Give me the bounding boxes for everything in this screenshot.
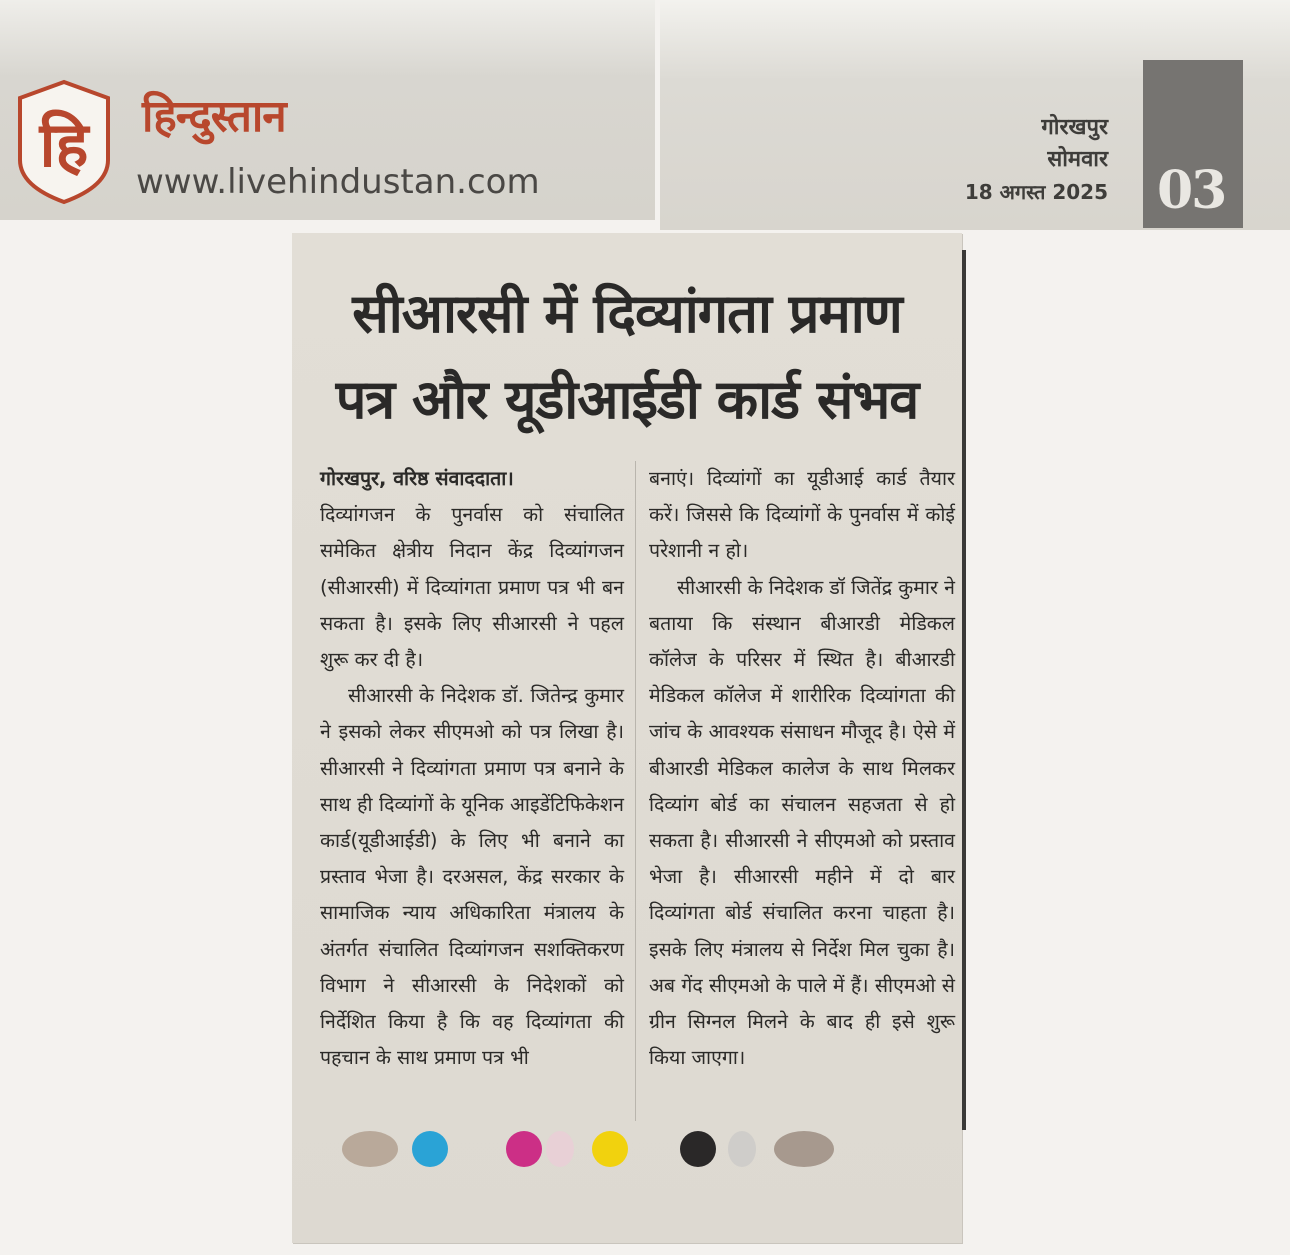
registration-mark-yellow [592, 1131, 628, 1167]
news-clipping [292, 233, 962, 1243]
paragraph-3: बनाएं। दिव्यांगों का यूडीआई कार्ड तैयार करें। जिससे कि दिव्यांगों के पुनर्वास में कोई परेशानी न हो। [649, 467, 955, 563]
masthead-left-strip [0, 0, 655, 220]
headline [292, 271, 962, 443]
registration-mark-black [680, 1131, 716, 1167]
edition-city: गोरखपुर [1041, 115, 1108, 140]
paragraph-2: सीआरसी के निदेशक डॉ. जितेन्द्र कुमार ने इसको लेकर सीएमओ को पत्र लिखा है। सीआरसी ने दिव्यांगता प्रमाण पत्र बनाने के साथ ही दिव्यांगों के यूनिक आइडेंटिफिकेशन कार्ड(यूडीआईडी) के लिए भी बनाने का प्रस्ताव भेजा है। दरअसल, केंद्र सरकार के सामाजिक न्याय अधिकारिता मंत्रालय के अंतर्गत संचालित दिव्यांगजन सशक्तिकरण विभाग ने सीआरसी के निदेशकों को निर्देशित किया है कि वह दिव्यांगता की पहचान के साथ प्रमाण पत्र भी [320, 684, 624, 1070]
byline: गोरखपुर, वरिष्ठ संवाददाता। [320, 467, 514, 490]
issue-date: 18 अगस्त 2025 [964, 180, 1108, 204]
hindustan-logo-badge [14, 78, 114, 206]
logo-letter: हि [39, 108, 89, 181]
page-number: 03 [1157, 160, 1226, 221]
article-column-left [320, 461, 624, 1076]
registration-mark-pale-pink [546, 1131, 574, 1167]
paragraph-4: सीआरसी के निदेशक डॉ जितेंद्र कुमार ने बताया कि संस्थान बीआरडी मेडिकल कॉलेज के परिसर में स्थित है। बीआरडी मेडिकल कॉलेज में शारीरिक दिव्यांगता की जांच के आवश्यक संसाधन मौजूद है। ऐसे में बीआरडी मेडिकल कालेज के साथ मिलकर दिव्यांग बोर्ड का संचालन सहजता से हो सकता है। सीआरसी ने सीएमओ को प्रस्ताव भेजा है। सीआरसी महीने में दो बार दिव्यांगता बोर्ड संचालित करना चाहता है। इसके लिए मंत्रालय से निर्देश मिल चुका है। अब गेंद सीएमओ के पाले में हैं। सीएमओ से ग्रीन सिग्नल मिलने के बाद ही इसे शुरू किया जाएगा। [649, 575, 955, 1070]
registration-mark-cyan [412, 1131, 448, 1167]
paragraph-1: दिव्यांगजन के पुनर्वास को संचालित समेकित क्षेत्रीय निदान केंद्र दिव्यांगजन (सीआरसी) में दिव्यांगता प्रमाण पत्र भी बन सकता है। इसके लिए सीआरसी ने पहल शुरू कर दी है। [320, 503, 624, 672]
registration-mark-magenta [506, 1131, 542, 1167]
printer-registration-marks [312, 1119, 872, 1179]
registration-mark-tan-gray [342, 1131, 398, 1167]
column-divider [635, 461, 636, 1121]
article-column-right [649, 461, 955, 1076]
clipping-shadow-edge [962, 250, 966, 1130]
weekday: सोमवार [1047, 147, 1108, 172]
headline-line-1: सीआरसी में दिव्यांगता प्रमाण [352, 282, 902, 345]
registration-mark-gray-tan [774, 1131, 834, 1167]
dateline [888, 112, 1108, 208]
brand-url[interactable]: www.livehindustan.com [136, 162, 540, 202]
registration-mark-light-gray [728, 1131, 756, 1167]
headline-line-2: पत्र और यूडीआईडी कार्ड संभव [335, 368, 919, 431]
brand-name: हिन्दुस्तान [142, 91, 286, 142]
